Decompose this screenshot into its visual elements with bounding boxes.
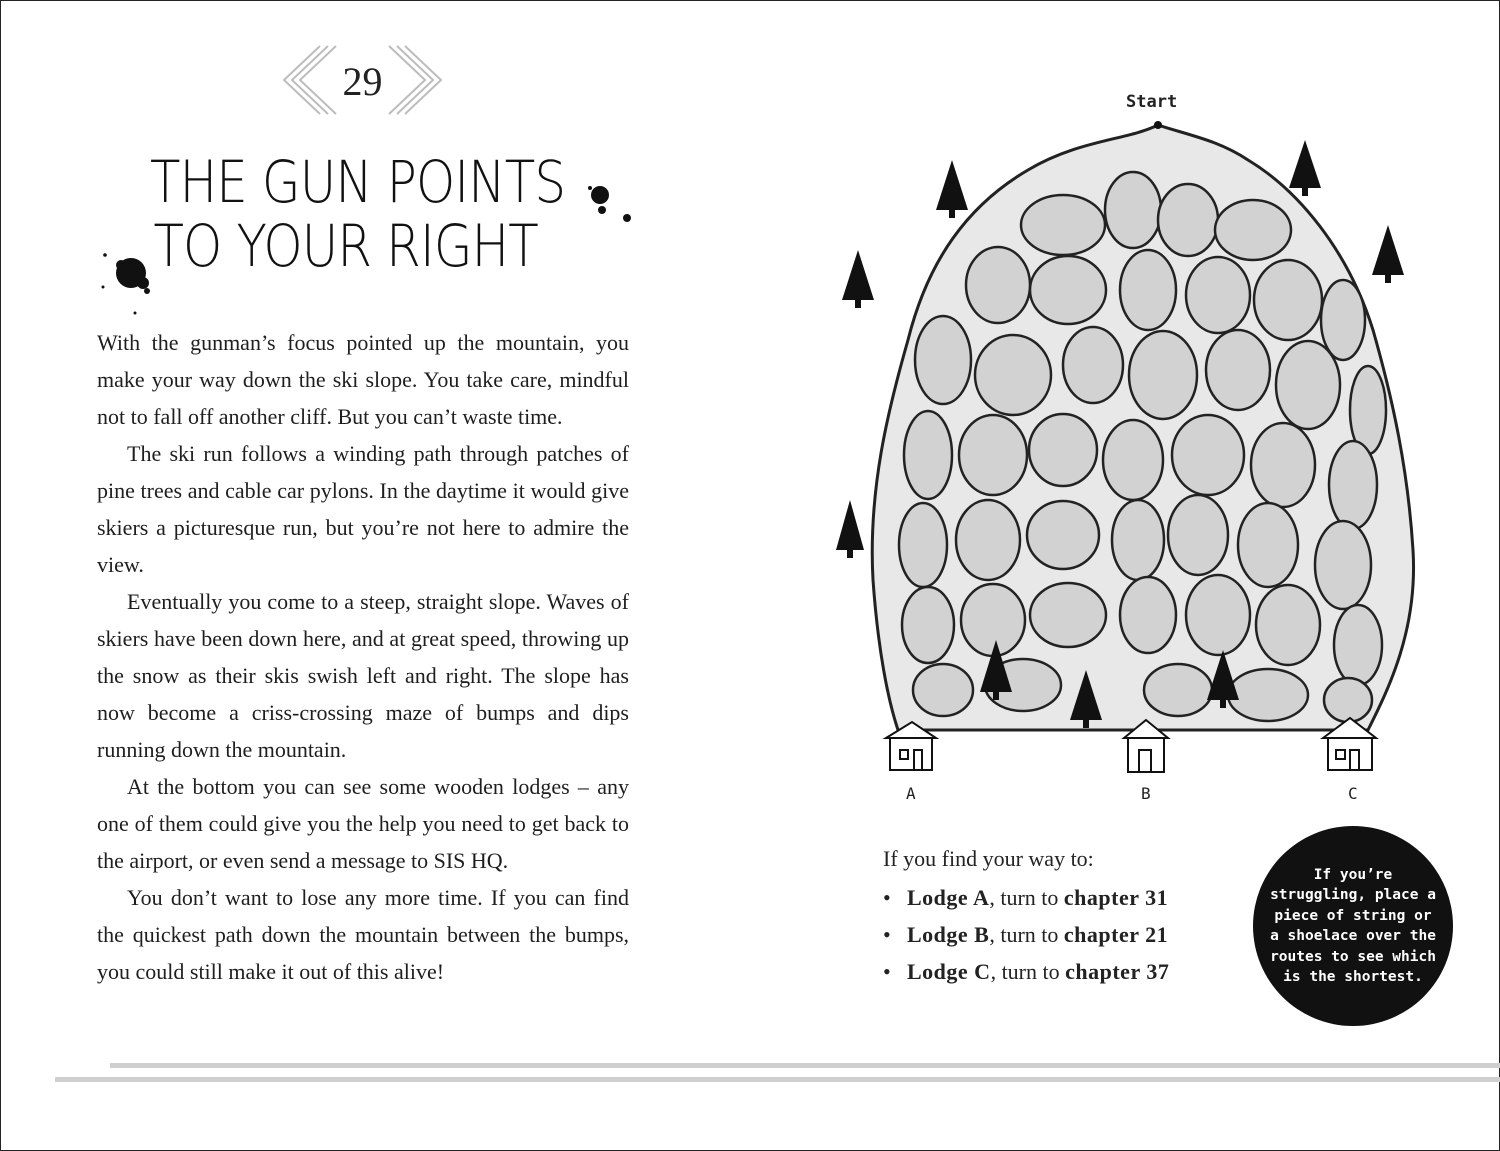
chapter-badge: [280, 40, 445, 120]
lodge-label-a: A: [906, 784, 916, 803]
hint-text: If you’re struggling, place a piece of string or a shoelace over the routes to see which is the shortest.: [1270, 866, 1436, 985]
pine-tree-icon: [842, 250, 874, 300]
paragraph: With the gunman’s focus pointed up the mountain, you make your way down the ski slope. You take care, mindful not to fall off another cliff. But you can’t waste time.: [97, 330, 629, 429]
start-label: Start: [1126, 92, 1178, 112]
chapter-title-line-1: THE GUN POINTS: [150, 148, 566, 216]
pine-tree-icon: [1289, 140, 1321, 188]
paragraph: You don’t want to lose any more time. If you can find the quickest path down the mountain between the bumps, you could still make it out of this alive!: [97, 885, 629, 984]
instructions-lead: If you find your way to:: [883, 846, 1094, 871]
pine-tree-icon: [836, 500, 864, 550]
paragraph: At the bottom you can see some wooden lodges – any one of them could give you the help you need to get back to the airport, or even send a message to SIS HQ.: [97, 774, 629, 873]
connector: , turn to: [990, 959, 1066, 984]
pine-tree-icon: [936, 160, 968, 210]
option-item: [883, 953, 1223, 990]
chapter-title: [150, 150, 597, 278]
connector: , turn to: [989, 922, 1064, 947]
ski-slope-maze: [828, 110, 1428, 790]
lodge-name: Lodge A: [907, 885, 990, 910]
paragraph: The ski run follows a winding path through patches of pine trees and cable car pylons. In the daytime it would give skiers a picturesque run, but you’re not here to admire the view.: [97, 441, 629, 577]
chapter-title-line-2: TO YOUR RIGHT: [153, 212, 538, 280]
bullet: •: [883, 885, 891, 910]
ink-splat-left: [95, 245, 165, 320]
bullet: •: [883, 959, 891, 984]
option-item: [883, 916, 1223, 953]
option-item: [883, 879, 1223, 916]
lodge-label-b: B: [1141, 784, 1151, 803]
lodge-label-c: C: [1348, 784, 1358, 803]
paragraph: Eventually you come to a steep, straight slope. Waves of skiers have been down here, and at great speed, throwing up the snow as their skis swish left and right. The slope has now become a criss-crossing maze of bumps and dips running down the mountain.: [97, 589, 629, 762]
chapter-number: 29: [342, 59, 383, 104]
lodge-name: Lodge C: [907, 959, 991, 984]
pine-tree-icon: [1372, 225, 1404, 275]
lodge-name: Lodge B: [907, 922, 990, 947]
bullet: •: [883, 922, 891, 947]
ink-splat-right: [580, 180, 640, 230]
chapter-ref: chapter 31: [1063, 885, 1169, 910]
chapter-ref: chapter 37: [1065, 959, 1170, 984]
chapter-ref: chapter 21: [1063, 922, 1169, 947]
hint-circle: [1253, 826, 1453, 1026]
option-list: [883, 879, 1223, 990]
start-point-icon: [1154, 121, 1162, 129]
body-text: [97, 324, 629, 990]
connector: , turn to: [989, 885, 1064, 910]
right-page: [750, 0, 1500, 1151]
instructions: [883, 842, 1223, 990]
